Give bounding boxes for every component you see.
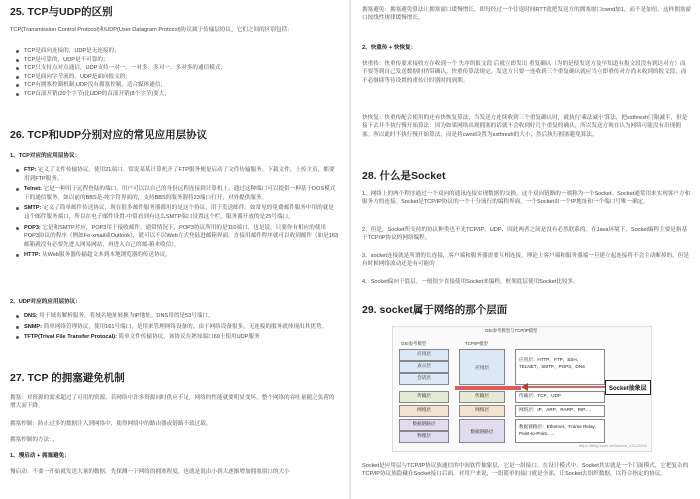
osi-layer: 物理层 — [399, 431, 449, 443]
link-protocols-box — [515, 419, 605, 443]
osi-layer: 数据链路层 — [399, 419, 449, 431]
method-1-heading: 1、慢启动 + 拥塞避免： — [10, 453, 70, 459]
app-protocols-line-2: TELNET、SMTP、POP3、DNS — [519, 364, 586, 369]
osi-layer: 网络层 — [399, 405, 449, 417]
list-item: POP3: 它是和SMTP对应，POP3用于接收邮件。通常情况下，POP3协议所用的是110端口。也是说，只要你有相应的使用POP3协议的程序（例如Fo-xmail或Outlook），就可以不以Web方式登陆进邮箱界面，直接用邮件程序就可以收到邮件（如是163邮箱就没有必要先进入网易网站，再进入自己的邮-箱来收信）。 — [10, 224, 339, 250]
osi-layer: 会话层 — [399, 373, 449, 385]
socket-point-3: 3、socket连接就是所谓的长连接，客户端和服务器需要互相连接，理论上客户端和服务器端一旦建立起连接将不会主动断掉的，但是有时候网络波动还是有可能的 — [362, 253, 689, 268]
congestion-control-definition: 拥塞控制：防止过多的数据注入到网络中，使得网络中的路由器或链路不致过载。 — [10, 421, 212, 427]
section-27-title: 27. TCP 的拥塞避免机制 — [10, 372, 125, 384]
left-page — [0, 0, 348, 499]
transport-protocols: 传输层：TCP、UDP — [515, 391, 605, 403]
section-29-title: 29. socket属于网络的那个层面 — [362, 304, 508, 316]
diagram-caption: OSI参考模型与TCP/IP模型 — [485, 328, 538, 333]
list-item: FTP: 定义了文件传输协议，使用21端口。常说某某计算机开了FTP服务便是启动了文件传输服务。下载文件，上传主页，都要用到FTP服务。 — [10, 166, 339, 183]
tcp-protocols-heading: 1、TCP对应的应用层协议： — [10, 153, 81, 159]
list-item: TCP是面向字节流的，UDP是面向报文的； — [10, 73, 339, 82]
section-25-list — [10, 47, 339, 99]
udp-protocols-heading: 2、UDP对应的应用层协议： — [10, 299, 81, 305]
list-item: TCP只支持点对点通信，UDP支持一对一、一对多、多对一、多对多的通信模式； — [10, 64, 339, 73]
socket-layer-explanation: Socket是应用层与TCP/IP协议族通信的中间软件抽象层，它是一组接口。在设计模式中，Socket其实就是一个门面模式，它把复杂的TCP/IP协议族隐藏在Socket接口后面，对用户来说，一组简单的接口就是全部，让Socket去组织数据，以符合指定的协议。 — [362, 463, 689, 478]
socket-layer-band — [455, 386, 521, 390]
osi-layer: 应用层 — [399, 349, 449, 361]
socket-point-4: 4、Socket偏向于底层。一般很少直接使用Socket来编程，框架底层使用Socket比较多， — [362, 279, 579, 285]
watermark: https://blog.csdn.net/weixin_43122090 — [578, 443, 647, 449]
tcpip-layer: 应用层 — [459, 349, 505, 385]
list-item: TFTP(Trival File Transfer Protocal): 简单文件传输协议，该协议在熟知端口69上使用UDP服务 — [10, 333, 339, 342]
tcpip-layer: 传输层 — [459, 391, 505, 403]
congestion-definition: 拥塞：对资源的需求超过了可用的资源。若网络中许多资源同时供应不足，网络的性能就要明显变坏，整个网络的吞吐量随之负荷的增大而下降。 — [10, 395, 335, 410]
fast-recovery-text: 快恢复：快重传配合使用的还有快恢复算法，当发送方连续收到三个重复确认时，就执行'乘法减小'算法，把ssthresh门限减半，但是接下去并不执行慢开始算法：因为如果网络出现拥塞的话就不会收到好几个重复的确认，所以发送方现在认为网络可能没有出现拥塞。所以此时不执行慢开始算法，而是将cwnd设置为ssthresh的大小，然后执行拥塞避免算法。 — [362, 115, 688, 138]
osi-title: OSI参考模型 — [401, 341, 427, 346]
list-item: DNS: 用于域名解析服务，将域名地址转换为IP地址。DNS用的是53号端口。 — [10, 312, 339, 321]
app-protocols-line-1: 应用层：HTTP、FTP、SSH、 — [519, 357, 582, 362]
tcpip-title: TCP/IP模型 — [465, 341, 488, 346]
osi-layer: 传输层 — [399, 391, 449, 403]
congestion-avoidance-text: 拥塞避免：拥塞避免算法让拥塞窗口缓慢增长，即每经过一个往返时间RTT就把发送方的拥塞窗口cwnd加1，而不是加倍，这样拥塞窗口按线性规律缓慢增长。 — [362, 7, 692, 22]
section-28-title: 28. 什么是Socket — [362, 170, 446, 182]
section-26-title: 26. TCP和UDP分别对应的常见应用层协议 — [10, 129, 208, 141]
slow-start-text: 慢启动：不要一开始就发送大量的数据，先探测一下网络的拥塞程度，也就是说由小到大逐渐增加拥塞窗口的大小 — [10, 469, 290, 475]
network-protocols: 网络层：IP、ARP、RARP、RIP..... — [515, 405, 605, 417]
socket-label: Socket抽象层 — [605, 380, 651, 395]
fast-retransmit-text: 快重传：快重传要求接收方在收到一个 失序的报文段 后就立即发出 重复确认（为的是使发送方及早知道有报文段没有到达对方）而不要等到自己发送数据时捎带确认。快重传算法规定，发送方只要一连收到三个重复确认就应当立即重传对方尚未收到的报文段，而不必继续等待设置的重传计时器时间到期。 — [362, 61, 687, 84]
method-2-heading: 2、快重传 + 快恢复： — [362, 45, 417, 51]
list-item: TCP是面向连接的，UDP是无连接的； — [10, 47, 339, 56]
section-25-title: 25. TCP与UDP的区别 — [10, 6, 113, 18]
section-25-intro: TCP(Transmission Control Protocol)和UDP(User Datagram Protocol)协议属于传输层协议，它们之间的区别包括： — [10, 27, 293, 33]
socket-arrow-icon — [521, 377, 611, 397]
socket-point-2: 2、但是，Socket所支持的协议种类也不光TCP/IP、UDP，因此两者之间是没有必然联系的。在Java环境下，Socket编程主要是指基于TCP/IP协议的网络编程。 — [362, 227, 688, 242]
osi-layer: 表示层 — [399, 361, 449, 373]
list-item: SNMP: 简单网络管理协议，使用161号端口，是用来管理网络设备的。由于网络设备很多，无连接的服务就体现出其优势。 — [10, 323, 339, 332]
list-item: HTTP: 从Web服务器传输超文本到本地浏览器的传送协议。 — [10, 251, 339, 260]
tcpip-layer: 网络层 — [459, 405, 505, 417]
link-protocols-line-1: 数据链路层：Ethernet、Frame Relay、 — [519, 424, 600, 429]
socket-point-1: 1、网络上的两个程序通过一个双向的通讯连接实现数据的交换，这个双向链路的一端称为一个Socket。Socket通常用来实现客户方和服务方的连接。Socket是TCP/IP协议的一个十分流行的编程界面，一个Socket由一个IP地址和一个端口号唯一确定。 — [362, 191, 691, 206]
right-page — [352, 0, 700, 499]
congestion-methods: 拥塞控制的方法：。 — [10, 437, 58, 443]
link-protocols-line-2: Point-to-Point...... — [519, 431, 555, 436]
tcpip-layer: 数据链路层 — [459, 419, 505, 443]
list-item: TCP是可靠的，UDP是不可靠的； — [10, 56, 339, 65]
list-item: SMTP: 定义了简单邮件传送协议，现在很多邮件服务器都用的是这个协议，用于发送邮件。如常见的免费邮件服务中用的就是这个邮件服务端口，所以在电子邮件设置-中常看到有这么SMTP端口设置这个栏，服务器开放的是25号端口。 — [10, 204, 339, 221]
list-item: Telnet: 它是一种用于远程登陆的端口，用户可以以自己的身份远程连接到计算机上，通过这种端口可以提供一种基于DOS模式下的通信服务。如以前的BBS是-纯字符界面的，支持BBS的服务器将23端口打开，对外提供服务。 — [10, 185, 339, 202]
list-item: TCP有拥塞控制机制;UDP没有拥塞控制，适合媒体通信； — [10, 81, 339, 90]
osi-tcpip-diagram — [392, 326, 652, 452]
page-divider — [349, 0, 351, 499]
list-item: TCP首部开销(20个字节)比UDP的首部开销(8个字节)要大； — [10, 90, 339, 99]
tcp-protocol-list — [10, 166, 339, 260]
udp-protocol-list — [10, 312, 339, 342]
